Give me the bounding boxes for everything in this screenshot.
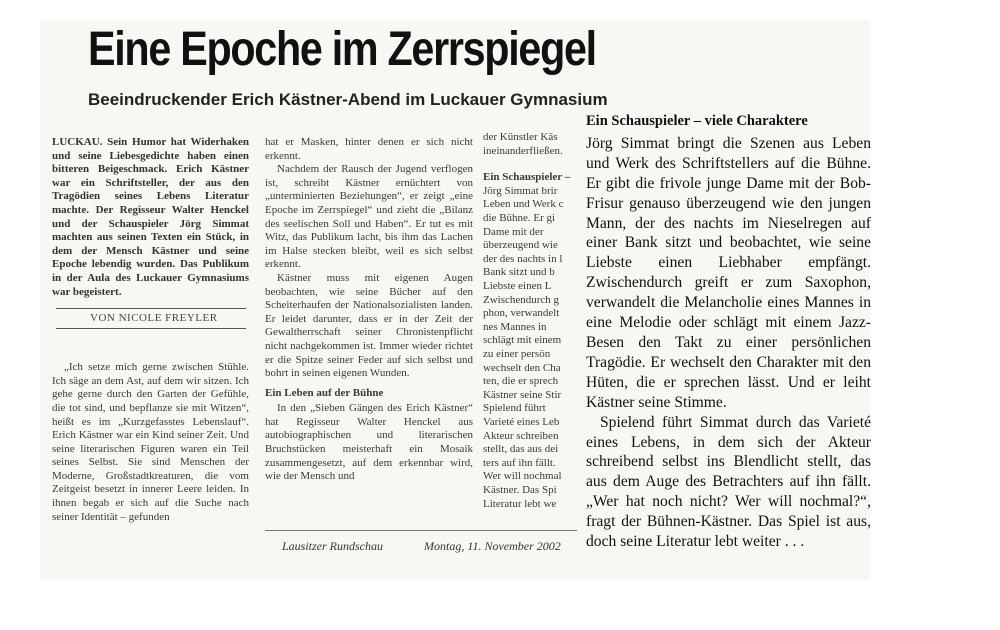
enlarged-paragraph-2: Spielend führt Simmat durch das Varieté eines Lebens, in dem sich der Akteur schreibend selbst ins Blendlicht stellt, das aus dem Auge des Betrachters auf ihn fällt. „Wer hat noch nicht? Wer will nochmal?“, fragt der Bühnen-Kästner. Das Spiel ist aus, doch seine Literatur lebt weiter . . . — [586, 413, 871, 551]
column-3-line: schlägt mit einem — [483, 334, 562, 347]
column-3-fragment — [483, 131, 581, 510]
column-3-line: der Künstler Käs — [483, 131, 558, 143]
column-3-line: überzeugend wie — [483, 239, 558, 252]
enlarged-excerpt — [586, 112, 871, 552]
publication-date: Montag, 11. November 2002 — [424, 539, 561, 553]
column-3-line: Akteur schreiben — [483, 429, 559, 442]
column-2-paragraph-2: Nachdem der Rausch der Jugend verflogen ist, schreibt Kästner ernüchtert von „unterminierten Beziehungen“, er zeigt „eine Epoche im Zerrspiegel“ und zieht die „Bilanz des seelischen Soll und Haben“. Er tut es mit Witz, das Publikum lacht, bis ihm das Lachen im Halse stecken bleibt, weil es sich selbst erkennt. — [265, 163, 473, 271]
enlarged-subheading: Ein Schauspieler – viele Charaktere — [586, 113, 808, 129]
column-3-line: Bank sitzt und b — [483, 266, 555, 279]
column-3-line: ters auf ihn fällt. — [483, 456, 556, 469]
column-2 — [265, 136, 473, 484]
column-3-line — [483, 158, 581, 171]
column-3-line: Wer will nochmal — [483, 470, 562, 483]
column-3-line: wechselt den Cha — [483, 361, 561, 374]
source-rule — [265, 530, 577, 531]
headline: Eine Epoche im Zerrspiegel — [88, 23, 596, 76]
column-1 — [52, 136, 249, 524]
column-1-body: „Ich setze mich gerne zwischen Stühle. Ich säge an dem Ast, auf dem wir sitzen. Ich gehe gerne durch den Garten der Gefühle, die tot sind, und bepflanze sie mit Witzen“, heißt es im „Kurzgefasstes Lebenslauf“. Erich Kästner war ein Kind seiner Zeit. Und seine literarischen Figuren waren ein Teil seines Selbst. Sie sind Menschen der Moderne, Großstadtkreaturen, die vom Zeitgeist besetzt in innerer Leere leiden. In ihnen begab er sich auf die Suche nach seiner Identität – gefunden — [52, 361, 249, 523]
column-3-line: die Bühne. Er gi — [483, 212, 556, 225]
column-3-line: Leben und Werk c — [483, 198, 564, 211]
column-3-line: Kästner. Das Spi — [483, 483, 557, 496]
column-3-line: Ein Schauspieler – — [483, 171, 571, 184]
column-3-line: phon, verwandelt — [483, 307, 560, 320]
author-byline: VON NICOLE FREYLER — [90, 312, 218, 324]
column-3-line: Jörg Simmat brir — [483, 184, 558, 197]
author-rule-bottom — [56, 328, 246, 329]
column-3-line: ten, die er sprech — [483, 375, 559, 388]
column-2-paragraph-1: hat er Masken, hinter denen er sich nicht erkennt. — [265, 136, 473, 162]
column-3-line: der des nachts in l — [483, 252, 563, 265]
column-3-line: Varieté eines Leb — [483, 415, 560, 428]
column-3-line: nes Mannes in — [483, 320, 547, 333]
lead-paragraph: LUCKAU. Sein Humor hat Widerhaken und seine Liebesgedichte haben einen bitteren Beigeschmack. Erich Kästner war ein Schriftsteller, der aus den Tragödien seines Lebens Literatur machte. Der Regisseur Walter Henckel und der Schauspieler Jörg Simmat machten aus seinen Texten ein Stück, in dem der Mensch Kästner und seine Epoche lebendig wurden. Das Publikum in der Aula des Luckauer Gymnasiums war begeistert. — [52, 136, 249, 298]
column-2-subheading: Ein Leben auf der Bühne — [265, 386, 384, 399]
column-2-paragraph-3: Kästner muss mit eigenen Augen beobachten, wie seine Bücher auf den Scheiterhaufen der Nationalsozialisten landen. Er leidet darunter, dass er in der Zeit der Gewaltherrschaft seiner Chronistenpflicht nicht nachgekommen ist. Immer wieder richtet er die Spitze seiner Feder auf sich selbst und bohrt in seinen eigenen Wunden. — [265, 271, 473, 380]
column-3-line: Dame mit der — [483, 225, 544, 238]
column-2-paragraph-4: In den „Sieben Gängen des Erich Kästner“ hat Regisseur Walter Henckel aus autobiographischen und literarischen Bruchstücken meisterhaft ein Mosaik zusammengesetzt, auf dem erkennbar wird, wie der Mensch und — [265, 402, 473, 483]
column-3-line: stellt, das aus dei — [483, 443, 559, 456]
column-3-line: Liebste einen L — [483, 280, 552, 293]
subheadline: Beeindruckender Erich Kästner-Abend im Luckauer Gymnasium — [88, 90, 608, 109]
source-name: Lausitzer Rundschau — [282, 539, 384, 553]
column-3-line: Spielend führt — [483, 402, 546, 415]
column-3-line: zu einer persön — [483, 348, 551, 360]
author-rule-top — [56, 308, 246, 309]
column-3-line: ineinanderfließen. — [483, 144, 563, 157]
column-3-line: Literatur lebt we — [483, 497, 557, 510]
enlarged-paragraph-1: Jörg Simmat bringt die Szenen aus Leben und Werk des Schriftstellers auf die Bühne. Er gibt die frivole junge Dame mit der Bob-Frisur genauso überzeugend wie den jungen Mann, der des nachts im Nieselregen auf einer Bank sitzt und beobachtet, wie seine Liebste einen Liebhaber empfängt. Zwischendurch greift er zum Saxophon, verwandelt die Melancholie eines Mannes in eine Melodie oder schlägt mit einem Jazz-Besen den Takt zu einer persönlichen Tragödie. Er wechselt den Charakter mit den Hüten, die er sprechen lässt. Und er leiht Kästner seine Stimme. — [586, 134, 871, 411]
column-3-line: Kästner seine Stir — [483, 388, 562, 401]
column-3-line: Zwischendurch g — [483, 293, 560, 306]
